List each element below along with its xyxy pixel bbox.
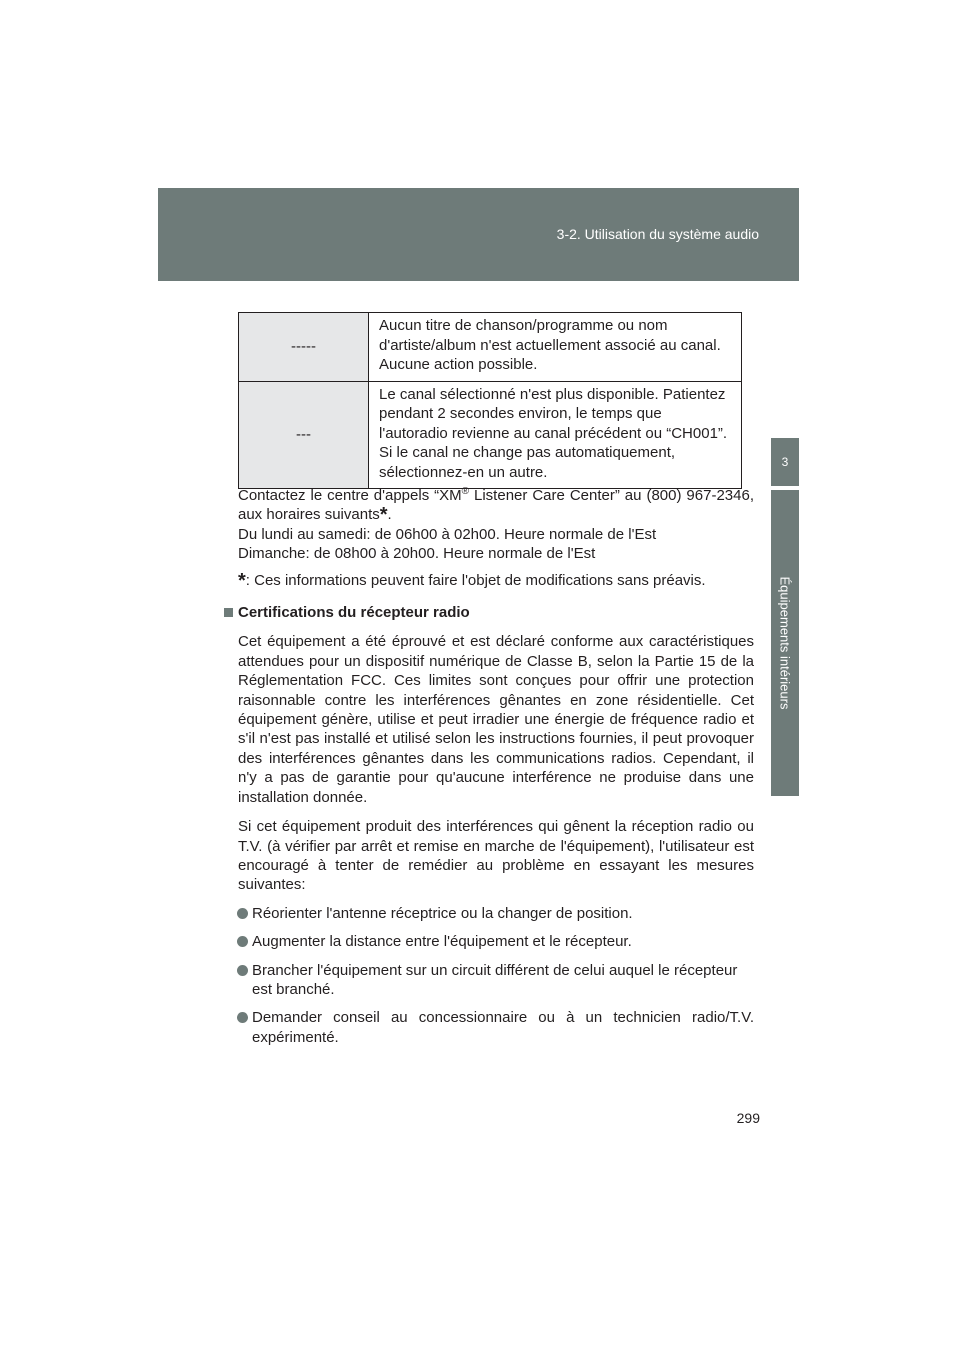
chapter-label-tab <box>771 490 799 796</box>
registered-mark: ® <box>461 486 470 497</box>
header-band <box>158 188 799 281</box>
list-item-text: Demander conseil au concessionnaire ou à un technicien radio/T.V. expérimenté. <box>252 1009 754 1046</box>
table-symbol: ----- <box>239 313 369 382</box>
circle-bullet-icon <box>237 1012 248 1023</box>
paragraph: Si cet équipement produit des interférences qui gênent la réception radio ou T.V. (à vérifier par arrêt et remise en marche de l'équipement), l'utilisateur est encouragé à tenter de remédier au problème en essayant les mesures suivantes: <box>238 818 754 894</box>
page-number: 299 <box>736 1110 760 1126</box>
list-item-text: Brancher l'équipement sur un circuit différent de celui auquel le récepteur est branché. <box>252 961 738 998</box>
square-bullet-icon <box>224 608 233 617</box>
sunday-hours: Dimanche: de 08h00 à 20h00. Heure normale de l'Est <box>238 545 596 563</box>
table-symbol: --- <box>239 381 369 489</box>
weekday-hours: Du lundi au samedi: de 06h00 à 02h00. Heure normale de l'Est <box>238 525 657 543</box>
chapter-number-tab: 3 <box>771 438 799 486</box>
contact-text-2: Listener Care Center” au (800) 967-2346, aux horaires suivants <box>238 487 754 524</box>
contact-text-1: Contactez le centre d'appels “XM <box>238 487 462 504</box>
paragraph: Cet équipement a été éprouvé et est déclaré conforme aux caractéristiques attendues pour un dispositif numérique de Classe B, selon la Partie 15 de la Réglementation FCC. Ces limites sont conçues pour offrir une protection raisonnable contre les interférences gênantes en zone résidentielle. Cet équipement génère, utilise et peut irradier une énergie de fréquence radio et s'il n'est pas installé et utilisé selon les instructions fournies, il peut provoquer des interférences gênantes dans les communications radios. Cependant, il n'y a pas de garantie pour qu'aucune interférence ne produise dans une installation donnée. <box>238 633 754 806</box>
list-item <box>238 1008 754 1047</box>
chapter-label: Équipements intérieurs <box>777 576 793 710</box>
section-title <box>224 603 754 622</box>
list-item <box>238 904 754 923</box>
table-description: Aucun titre de chanson/programme ou nom d'artiste/album n'est actuellement associé au canal. Aucune action possible. <box>369 313 742 382</box>
contact-paragraph <box>238 486 754 525</box>
list-item-text: Augmenter la distance entre l'équipement et le récepteur. <box>252 933 632 951</box>
footnote-star: * <box>379 504 388 527</box>
section-heading: 3-2. Utilisation du système audio <box>556 226 759 242</box>
list-item <box>238 932 754 951</box>
list-item-text: Réorienter l'antenne réceptrice ou la changer de position. <box>252 904 633 922</box>
footnote-text: : Ces informations peuvent faire l'objet de modifications sans préavis. <box>245 571 706 589</box>
table-row <box>239 381 742 489</box>
section-title-text: Certifications du récepteur radio <box>238 604 470 622</box>
contact-text-3: . <box>387 506 392 524</box>
circle-bullet-icon <box>237 936 248 947</box>
message-table <box>238 312 742 489</box>
circle-bullet-icon <box>237 908 248 919</box>
page-content <box>238 486 754 1047</box>
footnote <box>238 571 754 590</box>
table-description: Le canal sélectionné n'est plus disponible. Patientez pendant 2 secondes environ, le temps que l'autoradio revienne au canal précédent ou “CH001”. Si le canal ne change pas automatiquement, sélectionnez-en un autre. <box>369 381 742 489</box>
footnote-star: * <box>238 569 246 592</box>
circle-bullet-icon <box>237 965 248 976</box>
table-row <box>239 313 742 382</box>
list-item <box>238 961 754 1000</box>
